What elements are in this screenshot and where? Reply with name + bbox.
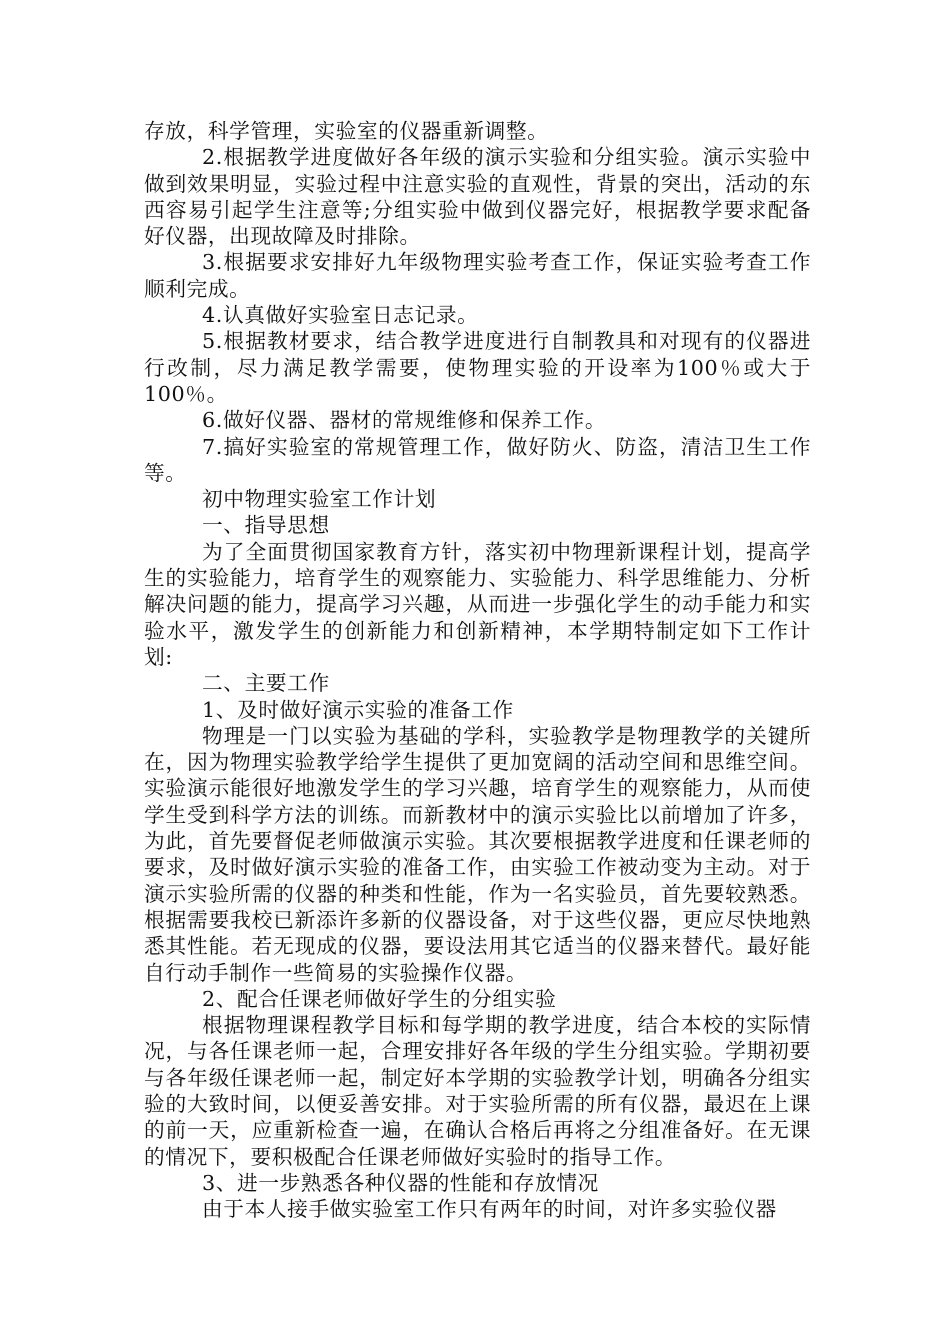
section-heading: 一、指导思想 xyxy=(202,513,330,538)
paragraph: 为了全面贯彻国家教育方针，落实初中物理新课程计划，提高学生的实验能力，培育学生的观察能力、实验能力、科学思维能力、分析解决问题的能力，提高学习兴趣，从而进一步强化学生的动手能力和实验水平，激发学生的创新能力和创新精神，本学期特制定如下工作计划: xyxy=(144,539,811,669)
document-title: 初中物理实验室工作计划 xyxy=(202,487,437,512)
paragraph: 6.做好仪器、器材的常规维修和保养工作。 xyxy=(202,408,607,433)
paragraph: 7.搞好实验室的常规管理工作，做好防火、防盗，清洁卫生工作等。 xyxy=(144,434,811,485)
section-heading: 二、主要工作 xyxy=(202,671,330,696)
paragraph: 根据物理课程教学目标和每学期的教学进度，结合本校的实际情况，与各任课老师一起，合理安排好各年级的学生分组实验。学期初要与各年级任课老师一起，制定好本学期的实验教学计划，明确各分组实验的大致时间，以便妥善安排。对于实验所需的所有仪器，最迟在上课的前一天，应重新检查一遍，在确认合格后再将之分组准备好。在无课的情况下，要积极配合任课老师做好实验时的指导工作。 xyxy=(144,1013,811,1169)
subsection-heading: 3、进一步熟悉各种仪器的性能和存放情况 xyxy=(202,1170,599,1195)
paragraph: 由于本人接手做实验室工作只有两年的时间，对许多实验仪器 xyxy=(202,1197,777,1222)
paragraph: 5.根据教材要求，结合教学进度进行自制教具和对现有的仪器进行改制，尽力满足教学需要，使物理实验的开设率为100％或大于100％。 xyxy=(144,329,811,406)
paragraph: 存放，科学管理，实验室的仪器重新调整。 xyxy=(144,119,549,143)
subsection-heading: 1、及时做好演示实验的准备工作 xyxy=(202,697,514,722)
paragraph: 3.根据要求安排好九年级物理实验考查工作，保证实验考查工作顺利完成。 xyxy=(144,250,811,301)
paragraph: 2.根据教学进度做好各年级的演示实验和分组实验。演示实验中做到效果明显，实验过程中注意实验的直观性，背景的突出，活动的东西容易引起学生注意等;分组实验中做到仪器完好，根据教学要求配备好仪器，出现故障及时排除。 xyxy=(144,145,811,249)
subsection-heading: 2、配合任课老师做好学生的分组实验 xyxy=(202,986,557,1011)
paragraph: 物理是一门以实验为基础的学科，实验教学是物理教学的关键所在，因为物理实验教学给学生提供了更加宽阔的活动空间和思维空间。实验演示能很好地激发学生的学习兴趣，培育学生的观察能力，从而使学生受到科学方法的训练。而新教材中的演示实验比以前增加了许多，为此，首先要督促老师做演示实验。其次要根据教学进度和任课老师的要求，及时做好演示实验的准备工作，由实验工作被动变为主动。对于演示实验所需的仪器的种类和性能，作为一名实验员，首先要较熟悉。根据需要我校已新添许多新的仪器设备，对于这些仪器，更应尽快地熟悉其性能。若无现成的仪器，要设法用其它适当的仪器来替代。最好能自行动手制作一些简易的实验操作仪器。 xyxy=(144,723,811,985)
document-body xyxy=(144,118,811,1222)
paragraph: 4.认真做好实验室日志记录。 xyxy=(202,303,479,328)
